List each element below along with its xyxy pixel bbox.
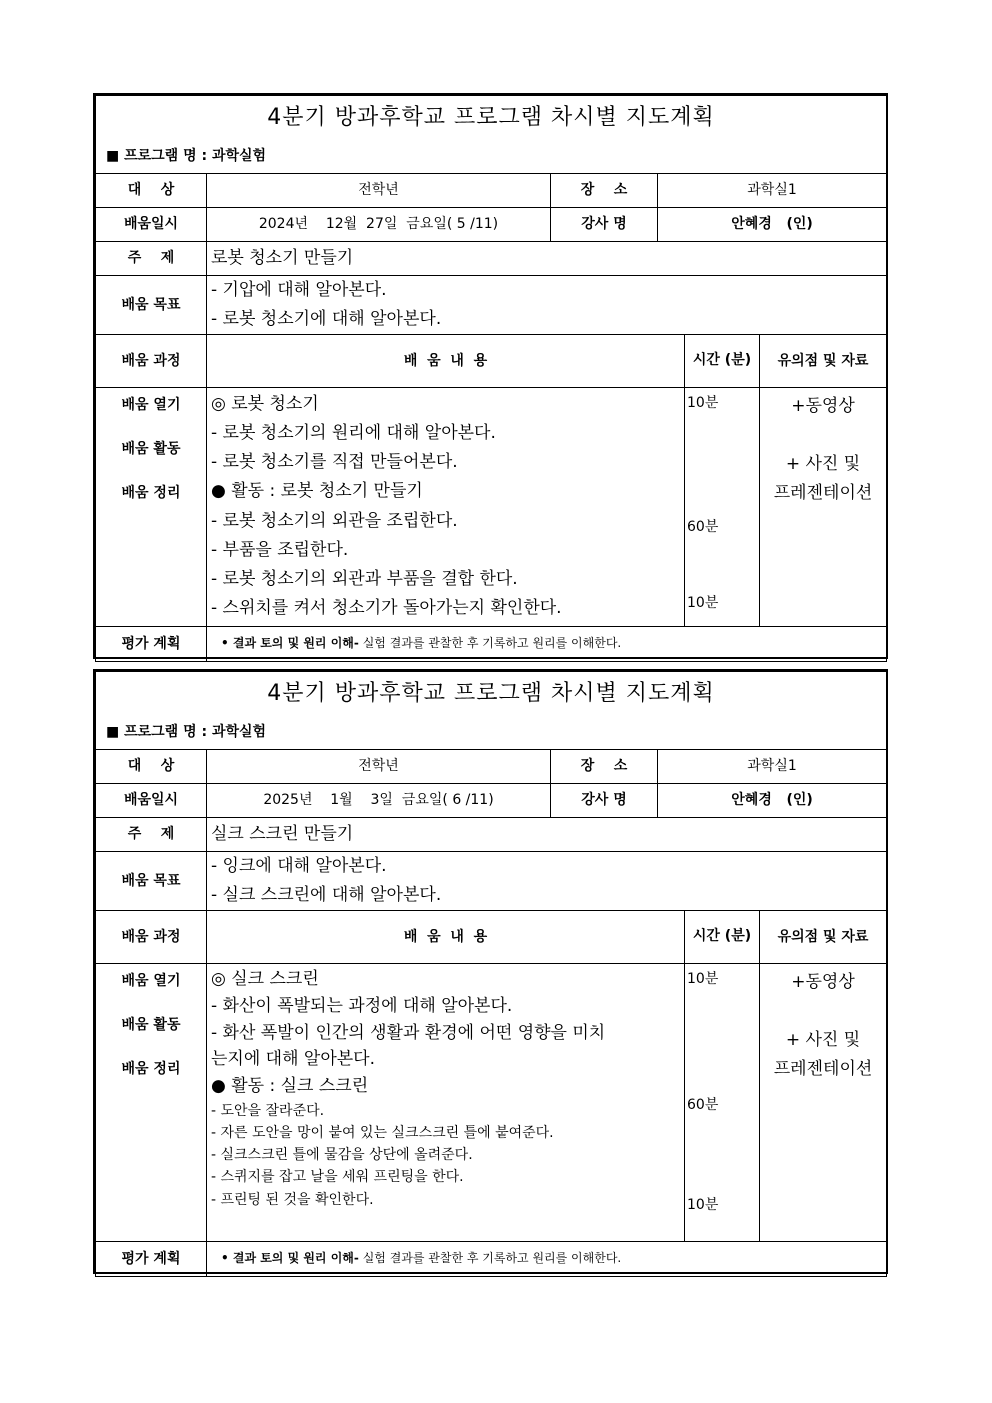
- content-line: - 화산이 폭발되는 과정에 대해 알아본다.: [211, 995, 513, 1016]
- program-name: ■ 프로그램 명 : 과학실험: [106, 723, 267, 740]
- instructor-value: 안혜경 (인): [658, 208, 887, 242]
- target-value: 전학년: [207, 174, 551, 208]
- plan-title: 4분기 방과후학교 프로그램 차시별 지도계획: [267, 105, 715, 130]
- content-line: ◎ 실크 스크린: [211, 968, 319, 989]
- content-line: - 실크스크린 틀에 물감을 상단에 올려준다.: [211, 1147, 473, 1164]
- time-open: 10분: [687, 970, 719, 987]
- header-cell: [96, 672, 887, 750]
- content-line: - 로봇 청소기를 직접 만들어본다.: [211, 452, 458, 473]
- phase-open: 배움 열기: [121, 396, 181, 413]
- eval-bold: • 결과 토의 및 원리 이해-: [221, 635, 359, 650]
- lesson-plan-2: [93, 669, 888, 1274]
- note-video: +동영상: [791, 395, 855, 416]
- eval-value: [207, 1241, 887, 1276]
- notes-column: [760, 963, 887, 1241]
- phase-list: [96, 387, 207, 626]
- place-value: 과학실1: [658, 174, 887, 208]
- content-line: - 프린팅 된 것을 확인한다.: [211, 1191, 374, 1208]
- goal-list: [207, 276, 887, 335]
- header-cell: [96, 96, 887, 174]
- time-label: 시간 (분): [685, 910, 760, 963]
- phase-wrapup: 배움 정리: [121, 485, 181, 502]
- program-name: ■ 프로그램 명 : 과학실험: [106, 147, 267, 164]
- target-label: 대 상: [96, 174, 207, 208]
- process-label: 배움 과정: [96, 334, 207, 387]
- note-video: +동영상: [791, 971, 855, 992]
- note-presentation: 프레젠테이션: [773, 483, 873, 504]
- lesson-content: [207, 387, 685, 626]
- eval-text: 실험 결과를 관찰한 후 기록하고 원리를 이해한다.: [358, 635, 622, 650]
- process-label: 배움 과정: [96, 910, 207, 963]
- goal-label: 배움 목표: [96, 276, 207, 335]
- instructor-label: 강사 명: [551, 784, 658, 818]
- goal-item: - 잉크에 대해 알아본다.: [211, 856, 387, 876]
- content-line: - 도안을 잘라준다.: [211, 1103, 325, 1120]
- content-line: - 로봇 청소기의 원리에 대해 알아본다.: [211, 423, 496, 444]
- topic-label: 주 제: [96, 242, 207, 276]
- place-label: 장 소: [551, 750, 658, 784]
- target-label: 대 상: [96, 750, 207, 784]
- instructor-value: 안혜경 (인): [658, 784, 887, 818]
- date-value: 2024년 12월 27일 금요일( 5 /11): [207, 208, 551, 242]
- time-open: 10분: [687, 394, 719, 411]
- content-line: - 로봇 청소기의 외관을 조립한다.: [211, 510, 458, 531]
- content-line: - 스퀴지를 잡고 날을 세워 프린팅을 한다.: [211, 1169, 464, 1186]
- time-wrapup: 10분: [687, 594, 719, 611]
- phase-open: 배움 열기: [121, 972, 181, 989]
- content-label: 배 움 내 용: [207, 334, 685, 387]
- date-value: 2025년 1월 3일 금요일( 6 /11): [207, 784, 551, 818]
- content-line: 는지에 대해 알아본다.: [211, 1049, 376, 1070]
- notes-label: 유의점 및 자료: [760, 334, 887, 387]
- plan-title: 4분기 방과후학교 프로그램 차시별 지도계획: [267, 681, 715, 706]
- content-line: - 화산 폭발이 인간의 생활과 환경에 어떤 영향을 미치: [211, 1022, 606, 1043]
- content-line: ◎ 로봇 청소기: [211, 393, 319, 414]
- time-column: [685, 387, 760, 626]
- notes-label: 유의점 및 자료: [760, 910, 887, 963]
- place-label: 장 소: [551, 174, 658, 208]
- date-label: 배움일시: [96, 208, 207, 242]
- note-photo: + 사진 및: [785, 1029, 861, 1050]
- lesson-content: [207, 963, 685, 1241]
- content-line: - 로봇 청소기의 외관과 부품을 결합 한다.: [211, 569, 518, 590]
- phase-activity: 배움 활동: [121, 440, 181, 457]
- lesson-plan-1: [93, 93, 888, 659]
- eval-label: 평가 계획: [96, 626, 207, 661]
- goal-item: - 기압에 대해 알아본다.: [211, 280, 387, 300]
- time-wrapup: 10분: [687, 1196, 719, 1213]
- content-line: - 부품을 조립한다.: [211, 539, 349, 560]
- eval-label: 평가 계획: [96, 1241, 207, 1276]
- content-line: ● 활동 : 로봇 청소기 만들기: [211, 481, 423, 502]
- goal-list: [207, 852, 887, 911]
- date-label: 배움일시: [96, 784, 207, 818]
- content-line: - 자른 도안을 망이 붙여 있는 실크스크린 틀에 붙여준다.: [211, 1125, 554, 1142]
- topic-label: 주 제: [96, 818, 207, 852]
- notes-column: [760, 387, 887, 626]
- topic-value: 실크 스크린 만들기: [207, 818, 887, 852]
- goal-item: - 로봇 청소기에 대해 알아본다.: [211, 308, 442, 329]
- phase-activity: 배움 활동: [121, 1016, 181, 1033]
- note-presentation: 프레젠테이션: [773, 1059, 873, 1080]
- instructor-label: 강사 명: [551, 208, 658, 242]
- place-value: 과학실1: [658, 750, 887, 784]
- note-photo: + 사진 및: [785, 453, 861, 474]
- target-value: 전학년: [207, 750, 551, 784]
- lesson-plan-table: [95, 95, 887, 662]
- goal-item: - 실크 스크린에 대해 알아본다.: [211, 884, 442, 905]
- content-label: 배 움 내 용: [207, 910, 685, 963]
- topic-value: 로봇 청소기 만들기: [207, 242, 887, 276]
- time-activity: 60분: [687, 518, 719, 535]
- eval-value: [207, 626, 887, 661]
- lesson-plan-table: [95, 671, 887, 1277]
- eval-bold: • 결과 토의 및 원리 이해-: [221, 1250, 359, 1265]
- time-label: 시간 (분): [685, 334, 760, 387]
- content-line: - 스위치를 켜서 청소기가 돌아가는지 확인한다.: [211, 598, 562, 619]
- eval-text: 실험 결과를 관찰한 후 기록하고 원리를 이해한다.: [358, 1250, 622, 1265]
- phase-wrapup: 배움 정리: [121, 1061, 181, 1078]
- time-column: [685, 963, 760, 1241]
- goal-label: 배움 목표: [96, 852, 207, 911]
- content-line: ● 활동 : 실크 스크린: [211, 1076, 369, 1097]
- time-activity: 60분: [687, 1096, 719, 1113]
- phase-list: [96, 963, 207, 1241]
